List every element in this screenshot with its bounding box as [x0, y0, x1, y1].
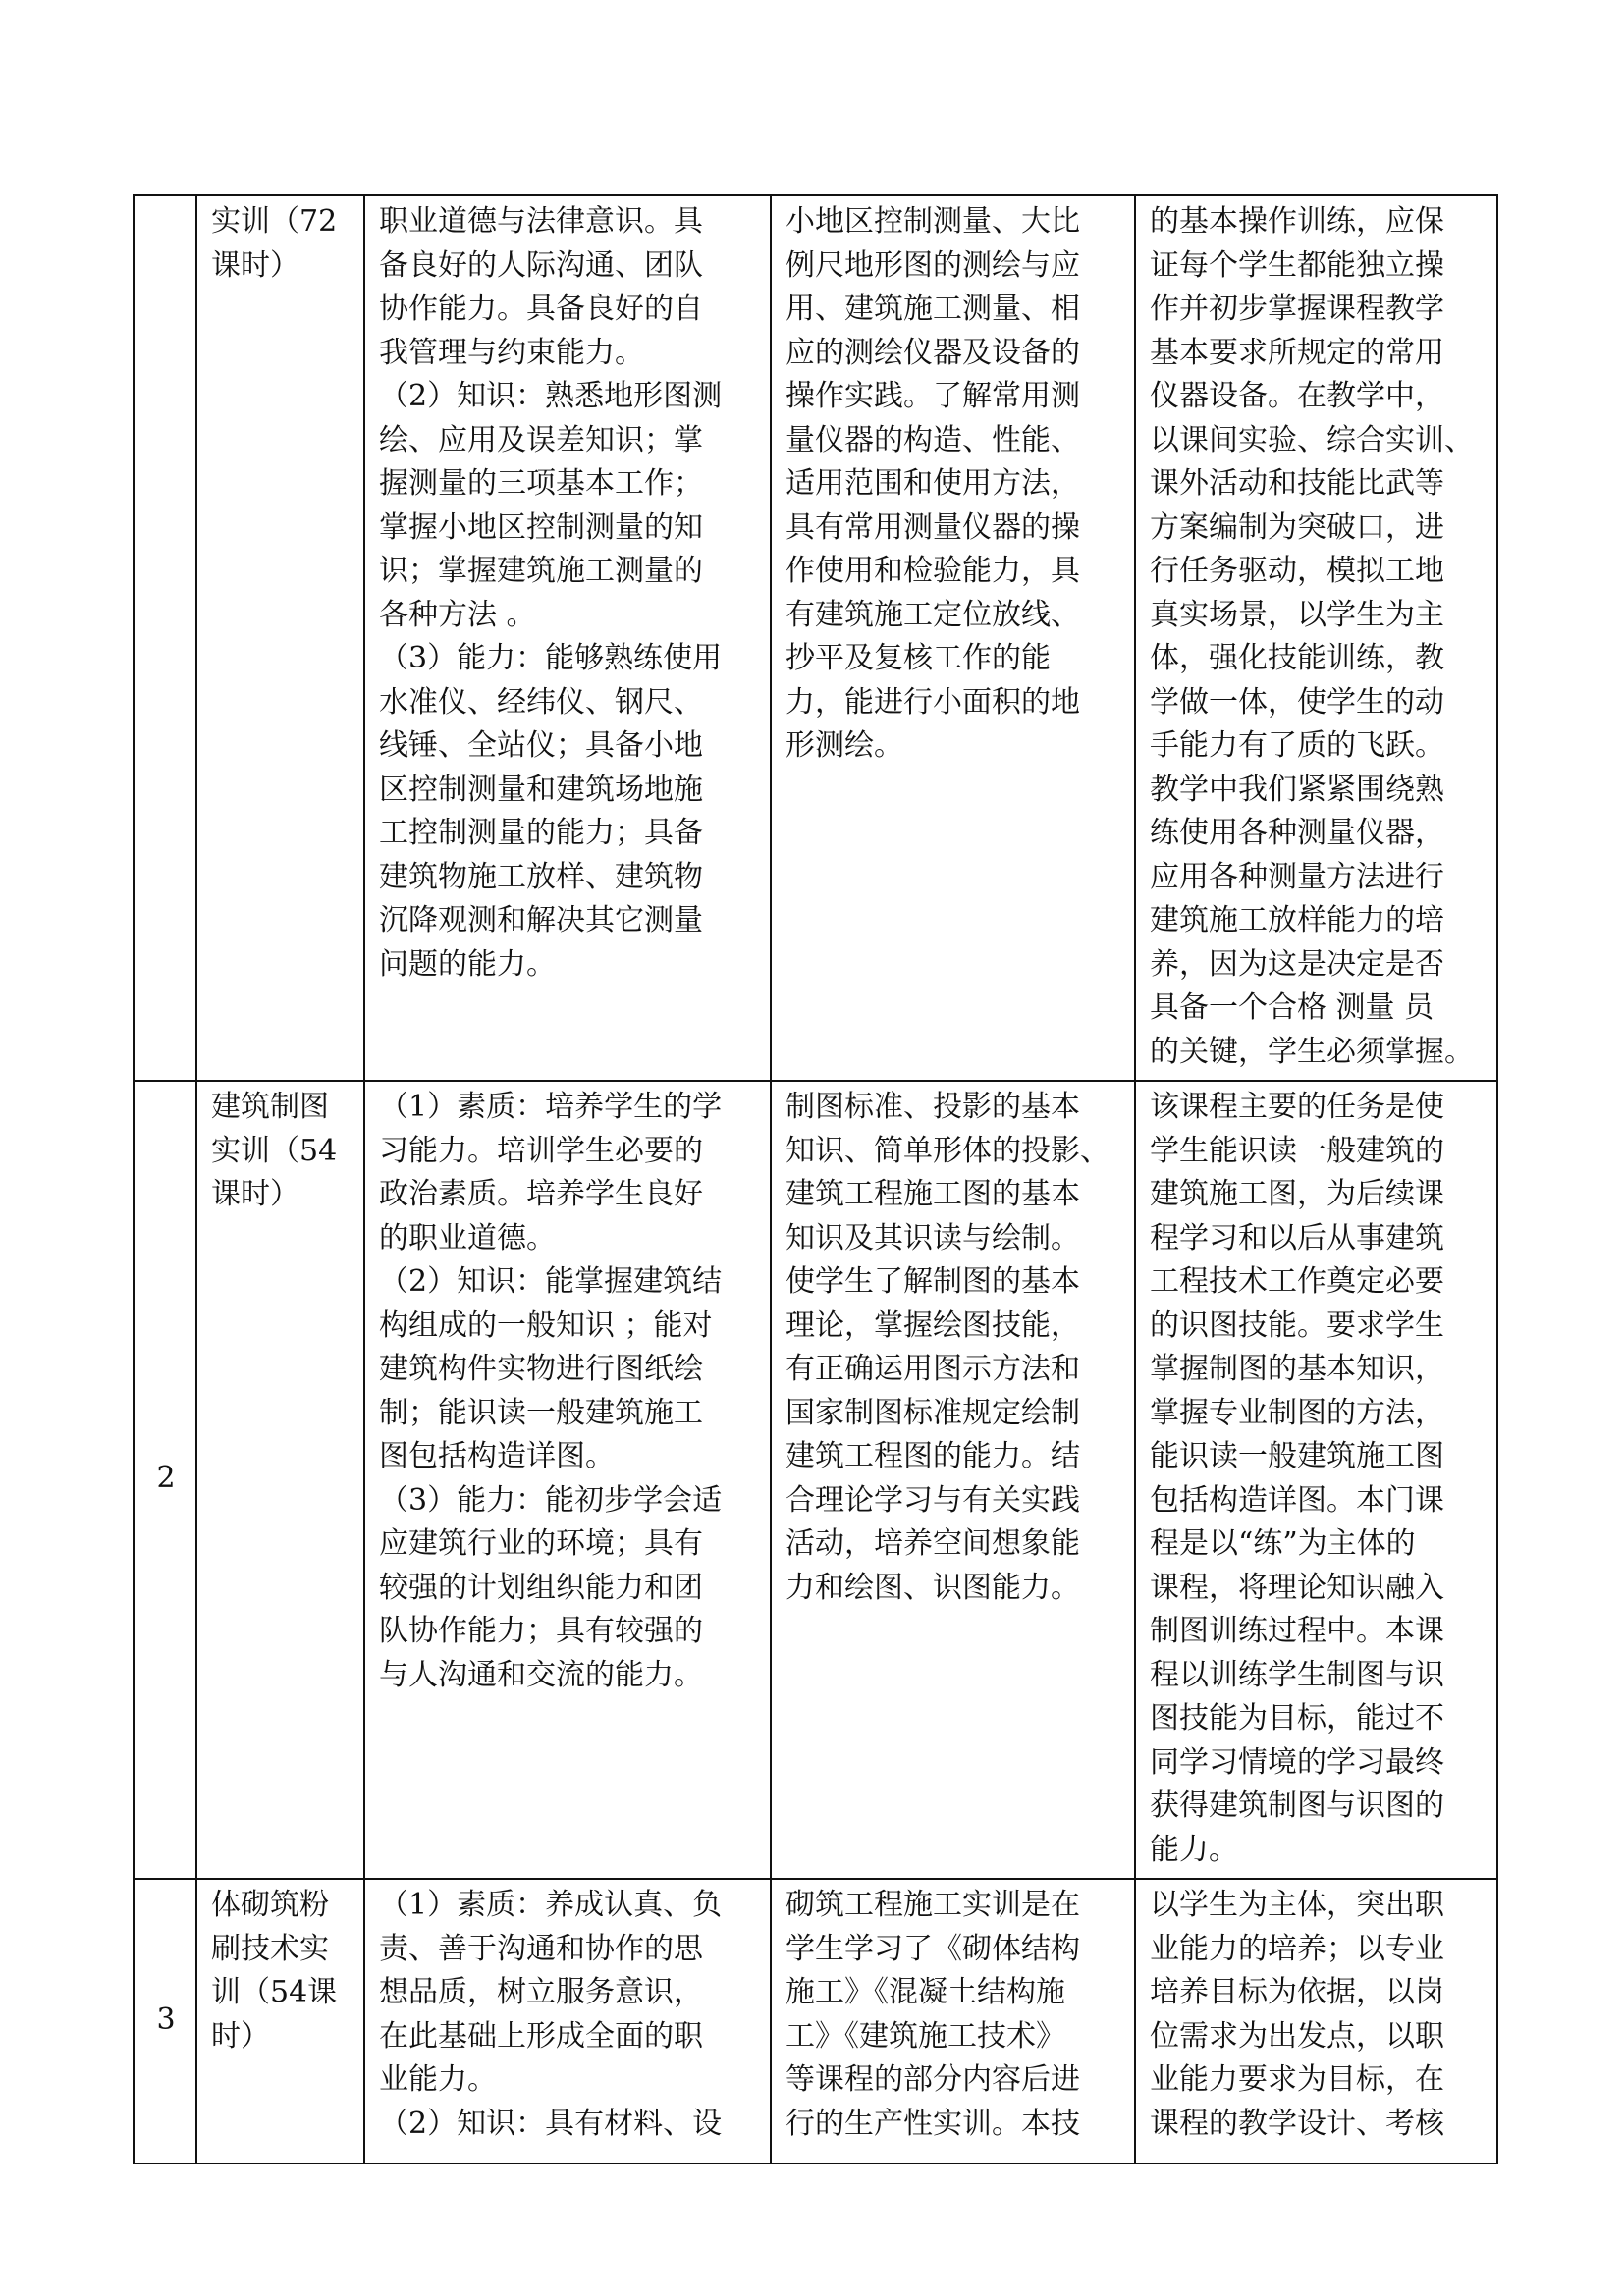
table-row	[134, 1879, 1497, 2163]
content-cell: 小地区控制测量、大比 例尺地形图的测绘与应 用、建筑施工测量、相 应的测绘仪器及设备的 操作实践。了解常用测 量仪器的构造、性能、 适用范围和使用方法， 具有常用测量仪器的操 作使用和检验能力，具 有建筑施工定位放线、 抄平及复核工作的能 力，能进行小面积的地 形测绘。	[771, 195, 1135, 1081]
training-course-table	[133, 194, 1498, 2164]
requirements-cell: 的基本操作训练，应保 证每个学生都能独立操 作并初步掌握课程教学 基本要求所规定的常用 仪器设备。在教学中， 以课间实验、综合实训、 课外活动和技能比武等 方案编制为突破口，进 行任务驱动，模拟工地 真实场景，以学生为主 体，强化技能训练，教 学做一体，使学生的动 手能力有了质的飞跃。 教学中我们紧紧围绕熟 练使用各种测量仪器， 应用各种测量方法进行 建筑施工放样能力的培 养，因为这是决定是否 具备一个合格 测量 员 的关键，学生必须掌握。	[1135, 195, 1497, 1081]
requirements-cell: 该课程主要的任务是使 学生能识读一般建筑的 建筑施工图，为后续课 程学习和以后从事建筑 工程技术工作奠定必要 的识图技能。要求学生 掌握制图的基本知识， 掌握专业制图的方法， 能识读一般建筑施工图 包括构造详图。本门课 程是以“练”为主体的 课程，将理论知识融入 制图训练过程中。本课 程以训练学生制图与识 图技能为目标，能过不 同学习情境的学习最终 获得建筑制图与识图的 能力。	[1135, 1081, 1497, 1879]
row-number	[134, 195, 196, 1081]
requirements-cell: 以学生为主体，突出职 业能力的培养；以专业 培养目标为依据，以岗 位需求为出发点，以职 业能力要求为目标，在 课程的教学设计、考核	[1135, 1879, 1497, 2163]
objectives-cell: （1）素质：培养学生的学 习能力。培训学生必要的 政治素质。培养学生良好 的职业道德。 （2）知识：能掌握建筑结 构组成的一般知识 ；能对 建筑构件实物进行图纸绘 制；能识读一般建筑施工 图包括构造详图。 （3）能力：能初步学会适 应建筑行业的环境；具有 较强的计划组织能力和团 队协作能力；具有较强的 与人沟通和交流的能力。	[364, 1081, 771, 1879]
course-name: 实训（72 课时）	[196, 195, 364, 1081]
content-cell: 制图标准、投影的基本 知识、简单形体的投影、 建筑工程施工图的基本 知识及其识读与绘制。 使学生了解制图的基本 理论，掌握绘图技能， 有正确运用图示方法和 国家制图标准规定绘制 建筑工程图的能力。结 合理论学习与有关实践 活动，培养空间想象能 力和绘图、识图能力。	[771, 1081, 1135, 1879]
row-number: 2	[134, 1081, 196, 1879]
course-name: 体砌筑粉 刷技术实 训（54课 时）	[196, 1879, 364, 2163]
row-number: 3	[134, 1879, 196, 2163]
objectives-cell: （1）素质：养成认真、负 责、善于沟通和协作的思 想品质，树立服务意识， 在此基础上形成全面的职 业能力。 （2）知识：具有材料、设	[364, 1879, 771, 2163]
objectives-cell: 职业道德与法律意识。具 备良好的人际沟通、团队 协作能力。具备良好的自 我管理与约束能力。 （2）知识：熟悉地形图测 绘、应用及误差知识；掌 握测量的三项基本工作； 掌握小地区控制测量的知 识；掌握建筑施工测量的 各种方法 。 （3）能力：能够熟练使用 水准仪、经纬仪、钢尺、 线锤、全站仪；具备小地 区控制测量和建筑场地施 工控制测量的能力；具备 建筑物施工放样、建筑物 沉降观测和解决其它测量 问题的能力。	[364, 195, 771, 1081]
content-cell: 砌筑工程施工实训是在 学生学习了《砌体结构 施工》《混凝土结构施 工》《建筑施工技术》 等课程的部分内容后进 行的生产性实训。本技	[771, 1879, 1135, 2163]
table-row	[134, 1081, 1497, 1879]
table-row	[134, 195, 1497, 1081]
course-name: 建筑制图 实训（54 课时）	[196, 1081, 364, 1879]
